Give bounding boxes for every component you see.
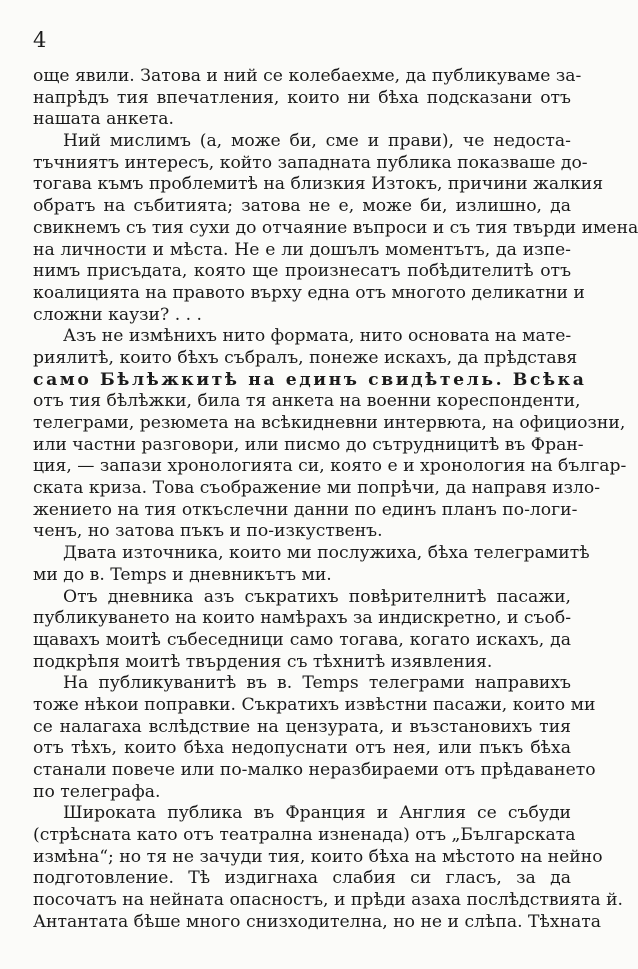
- text-line: още явили. Затова и ний се колебаехме, да публикуваме за-: [33, 66, 582, 86]
- text-line: На публикуванитѣ въ в. Temps телеграми направихъ: [63, 673, 571, 694]
- text-line: се налагаха вслѣдствие на цензурата, и възстановихъ тия: [33, 716, 571, 737]
- text-line: отъ тия бѣлѣжки, била тя анкета на военни кореспонденти,: [33, 391, 581, 412]
- text-line: свикнемъ съ тия сухи до отчаяние въпроси и съ тия твърди имена: [33, 217, 638, 238]
- text-line: жението на тия откъслечни данни по единъ планъ по-логи-: [33, 499, 578, 520]
- text-line: тъчниятъ интересъ, който западната публика показваше до-: [33, 152, 588, 173]
- text-line: Ний мислимъ (а, може би, сме и прави), че недоста-: [63, 131, 571, 152]
- text-line: отъ тѣхъ, които бѣха недопуснати отъ нея, или пъкъ бѣха: [33, 738, 571, 759]
- text-line: нашата анкета.: [33, 109, 174, 130]
- text-line: (стрѣсната като отъ театрална изненада) отъ „Българската: [33, 825, 576, 846]
- text-line: измѣна“; но тя не зачуди тия, които бѣха на мѣстото на нейно: [33, 846, 603, 867]
- text-line: Отъ дневника азъ съкратихъ повѣрителнитѣ пасажи,: [63, 586, 571, 607]
- text-line: Широката публика въ Франция и Англия се събуди: [63, 803, 571, 824]
- text-line: или частни разговори, или писмо до сътрудницитѣ въ Фран-: [33, 434, 584, 455]
- text-line: само Бѣлѣжкитѣ на единъ свидѣтель. Всѣка: [33, 369, 587, 390]
- text-line: ми до в. Temps и дневникътъ ми.: [33, 564, 332, 585]
- text-line: на личности и мѣста. Не е ли дошълъ моментътъ, да изпе-: [33, 239, 571, 260]
- text-line: публикуването на които намѣрахъ за индискретно, и съоб-: [33, 608, 571, 629]
- body-text: [33, 66, 638, 934]
- text-line: ция, — запази хронологията си, която е и хронология на българ-: [33, 456, 627, 477]
- text-line: Двата източника, които ми послужиха, бѣха телеграмитѣ: [63, 543, 590, 564]
- text-line: телеграми, резюмета на всѣкидневни интервюта, на официозни,: [33, 413, 626, 433]
- text-line: коалицията на правото върху една отъ многото деликатни и: [33, 282, 585, 303]
- text-line: нимъ присъдата, която ще произнесатъ побѣдителитѣ отъ: [33, 261, 571, 282]
- text-line: напрѣдъ тия впечатления, които ни бѣха подсказани отъ: [33, 87, 571, 108]
- text-line: по телеграфа.: [33, 781, 161, 802]
- text-line: подкрѣпя моитѣ твърдения съ тѣхнитѣ изявления.: [33, 651, 493, 672]
- text-line: щавахъ моитѣ събеседници само тогава, когато искахъ, да: [33, 629, 571, 650]
- text-line: подготовление. Тѣ издигнаха слабия си гласъ, за да: [33, 868, 571, 889]
- text-line: риялитѣ, които бѣхъ събралъ, понеже искахъ, да прѣдставя: [33, 347, 578, 368]
- text-line: тогава къмъ проблемитѣ на близкия Изтокъ, причини жалкия: [33, 174, 604, 195]
- text-line: станали повече или по-малко неразбираеми отъ прѣдаването: [33, 760, 596, 780]
- text-line: ската криза. Това съображение ми попрѣчи, да направя изло-: [33, 478, 601, 499]
- text-line: ченъ, но затова пъкъ и по-изкуственъ.: [33, 521, 383, 542]
- text-line: сложни каузи? . . .: [33, 304, 203, 325]
- page-number: 4: [33, 28, 47, 52]
- text-line: посочатъ на нейната опасностъ, и прѣди азаха послѣдствията й.: [33, 890, 623, 911]
- text-line: Антантата бѣше много снизходителна, но не и слѣпа. Тѣхната: [33, 911, 601, 932]
- text-line: обратъ на събитията; затова не е, може би, излишно, да: [33, 196, 571, 217]
- text-line: тоже нѣкои поправки. Съкратихъ извѣстни пасажи, които ми: [33, 694, 596, 715]
- text-line: Азъ не измѣнихъ нито формата, нито основата на мате-: [63, 326, 572, 347]
